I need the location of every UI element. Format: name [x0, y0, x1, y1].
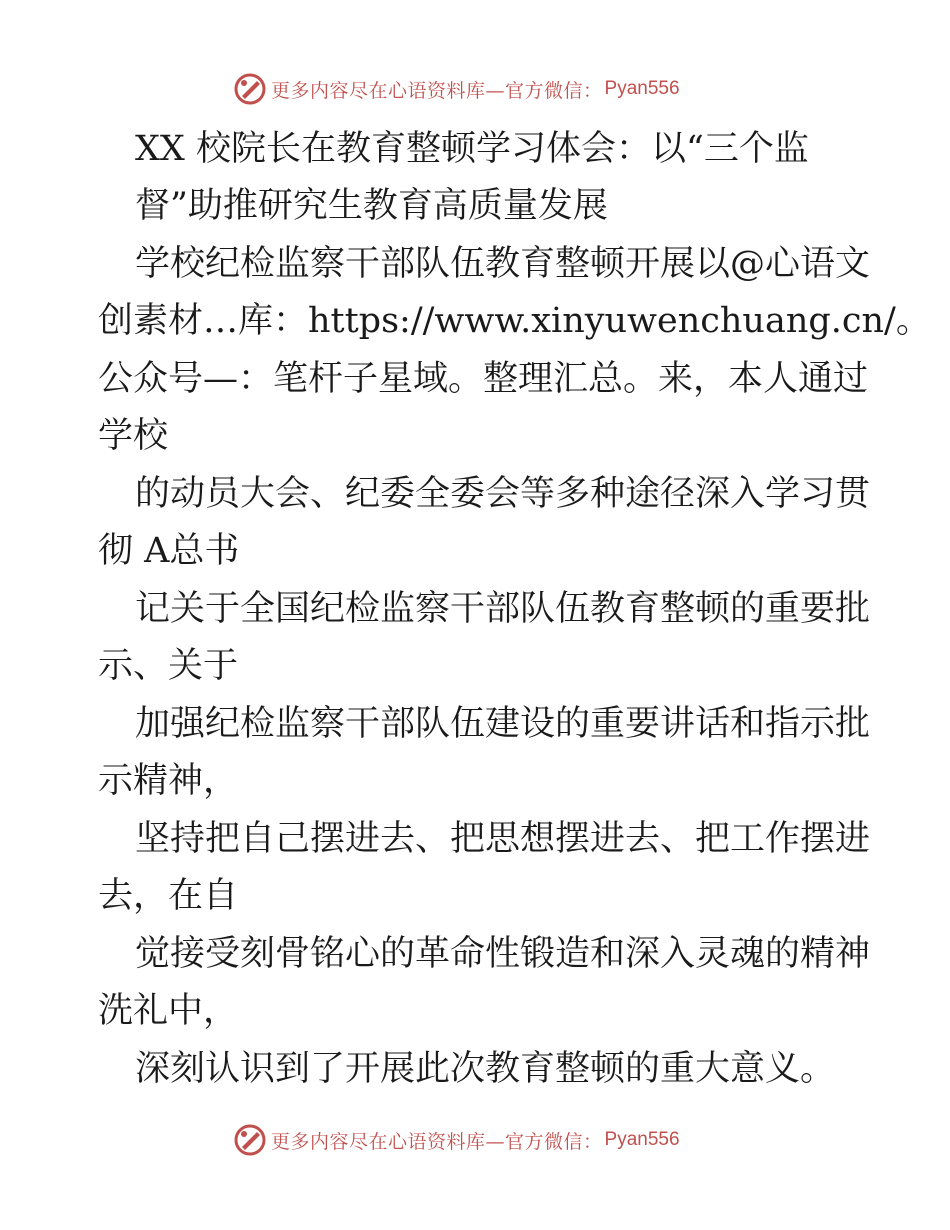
- logo-icon: [233, 72, 267, 106]
- title-line-2: 督”助推研究生教育高质量发展: [135, 186, 608, 226]
- title-line-1: XX 校院长在教育整顿学习体会：以“三个监: [135, 129, 809, 169]
- body-line: 的动员大会、纪委全委会等多种途径深入学习贯: [135, 474, 871, 514]
- body-line: 加强纪检监察干部队伍建设的重要讲话和指示批: [135, 704, 871, 744]
- watermark-wechat-id: Pyan556: [604, 1129, 680, 1150]
- body-line: 学校纪检监察干部队伍教育整顿开展以@心语文: [135, 244, 871, 284]
- watermark-text: 更多内容尽在心语资料库—官方微信：: [271, 79, 603, 102]
- body-line: 洗礼中，: [98, 991, 239, 1031]
- watermark-header: [233, 72, 680, 106]
- body-line: 学校: [98, 416, 169, 456]
- body-line: 记关于全国纪检监察干部队伍教育整顿的重要批: [135, 589, 871, 629]
- body-line: 去，在自: [98, 876, 239, 916]
- body-line: 公众号—：笔杆子星域。整理汇总。来，本人通过: [98, 359, 869, 399]
- logo-icon: [233, 1123, 267, 1157]
- body-line: 示、关于: [98, 646, 239, 686]
- watermark-wechat-id: Pyan556: [604, 78, 680, 99]
- body-line: 创素材…库：https://www.xinyuwenchuang.cn/。: [98, 301, 931, 341]
- body-line: 示精神，: [98, 761, 239, 801]
- body-line: 深刻认识到了开展此次教育整顿的重大意义。: [135, 1049, 836, 1089]
- body-line: 坚持把自己摆进去、把思想摆进去、把工作摆进: [135, 819, 871, 859]
- body-line: 彻 A总书: [98, 531, 240, 571]
- watermark-footer: [233, 1123, 680, 1157]
- watermark-text: 更多内容尽在心语资料库—官方微信：: [271, 1130, 603, 1153]
- body-line: 觉接受刻骨铭心的革命性锻造和深入灵魂的精神: [135, 934, 871, 974]
